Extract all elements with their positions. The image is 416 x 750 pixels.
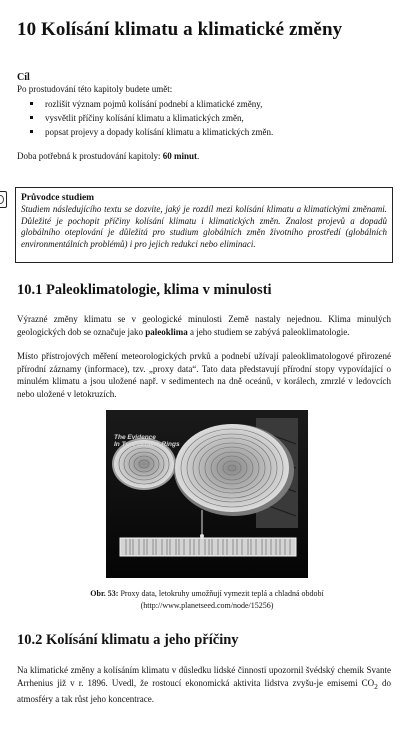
- study-time-end: .: [197, 151, 200, 161]
- section-heading-paleoclimatology: 10.1 Paleoklimatologie, klima v minulosti: [17, 282, 272, 298]
- goal-item: vysvětlit příčiny kolísání klimatu a klimatických změn,: [17, 111, 273, 125]
- section-heading-climate-variability: 10.2 Kolísání klimatu a jeho příčiny: [17, 632, 239, 648]
- figure-label: [114, 434, 180, 448]
- study-guide-box: [15, 187, 393, 263]
- figure-label-line: In Tree Growth Rings: [114, 441, 180, 448]
- pointer-dot: [200, 534, 204, 538]
- study-time: [17, 151, 199, 161]
- figure-caption-text: Proxy data, letokruhy umožňují vymezit teplá a chladná období: [118, 589, 324, 598]
- figure-label-line: The Evidence: [114, 434, 156, 441]
- large-log-cross-section: [174, 424, 294, 516]
- paragraph-arrhenius: Na klimatické změny a kolísáním klimatu v důsledku lidské činnosti upozornil švédský chemik Svante Arrhenius již v r. 1896. Uvedl, že rostoucí ekonomická aktivita lidstva zvyšu-je emisemi $CO_2$ do atmosféry a tak růst jeho koncentrace.: [17, 665, 391, 704]
- goal-intro: Po prostudování této kapitoly budete umět:: [17, 84, 173, 94]
- study-guide-heading: Průvodce studiem: [21, 193, 95, 203]
- term-paleoklima: paleoklima: [145, 326, 188, 337]
- study-guide-icon: [0, 191, 7, 208]
- goal-item: popsat projevy a dopady kolísání klimatu a klimatických změn.: [17, 125, 273, 139]
- chapter-title: 10 Kolísání klimatu a klimatické změny: [17, 19, 343, 40]
- goal-item: rozlišit význam pojmů kolísání podnebí a klimatické změny,: [17, 97, 273, 111]
- paragraph-paleoclimate: Výrazné změny klimatu se v geologické minulosti Země nastaly nejednou. Klima minulých geologických dob se označuje jako paleoklima a jeho studiem se zabývá paleoklimatologie.: [17, 314, 391, 337]
- study-guide-text: Studiem následujícího textu se dozvíte, jaký je rozdíl mezi kolísání klimatu a klimatickými změnami. Důležité je pochopit příčiny kolísání klimatu i klimatických změn. Znalost projevů a dopadů globálního oteplování je důležitá pro studium globálních změn životního prostředí (globálních environmentálních problémů) i pro jejich redukci nebo eliminaci.: [21, 204, 387, 249]
- goal-heading: Cíl: [17, 72, 30, 83]
- paragraph-proxy-data: Místo přístrojových měření meteorologických prvků a podnebí užívají paleoklimatologové přirozené přírodní záznamy (informace), tzv. „proxy data“. Tato data představují přírodní stopy vypovídající o minulém klimatu a jsou uložené např. v sedimentech na dně oceánů, v korálech, zmrzlé v ledovcích nebo uložené v letokruzích.: [17, 351, 391, 399]
- figure-caption-label: Obr. 53:: [90, 589, 119, 598]
- co2-subscript: 2: [374, 681, 378, 691]
- goal-list: [17, 97, 273, 139]
- figure-caption-source: (http://www.planetseed.com/node/15256): [140, 600, 274, 610]
- study-time-value: 60 minut: [162, 151, 197, 161]
- study-time-label: Doba potřebná k prostudování kapitoly:: [17, 151, 163, 161]
- figure-caption: [17, 588, 397, 611]
- tree-rings-figure: [106, 410, 308, 578]
- tree-ring-strip: [120, 538, 296, 556]
